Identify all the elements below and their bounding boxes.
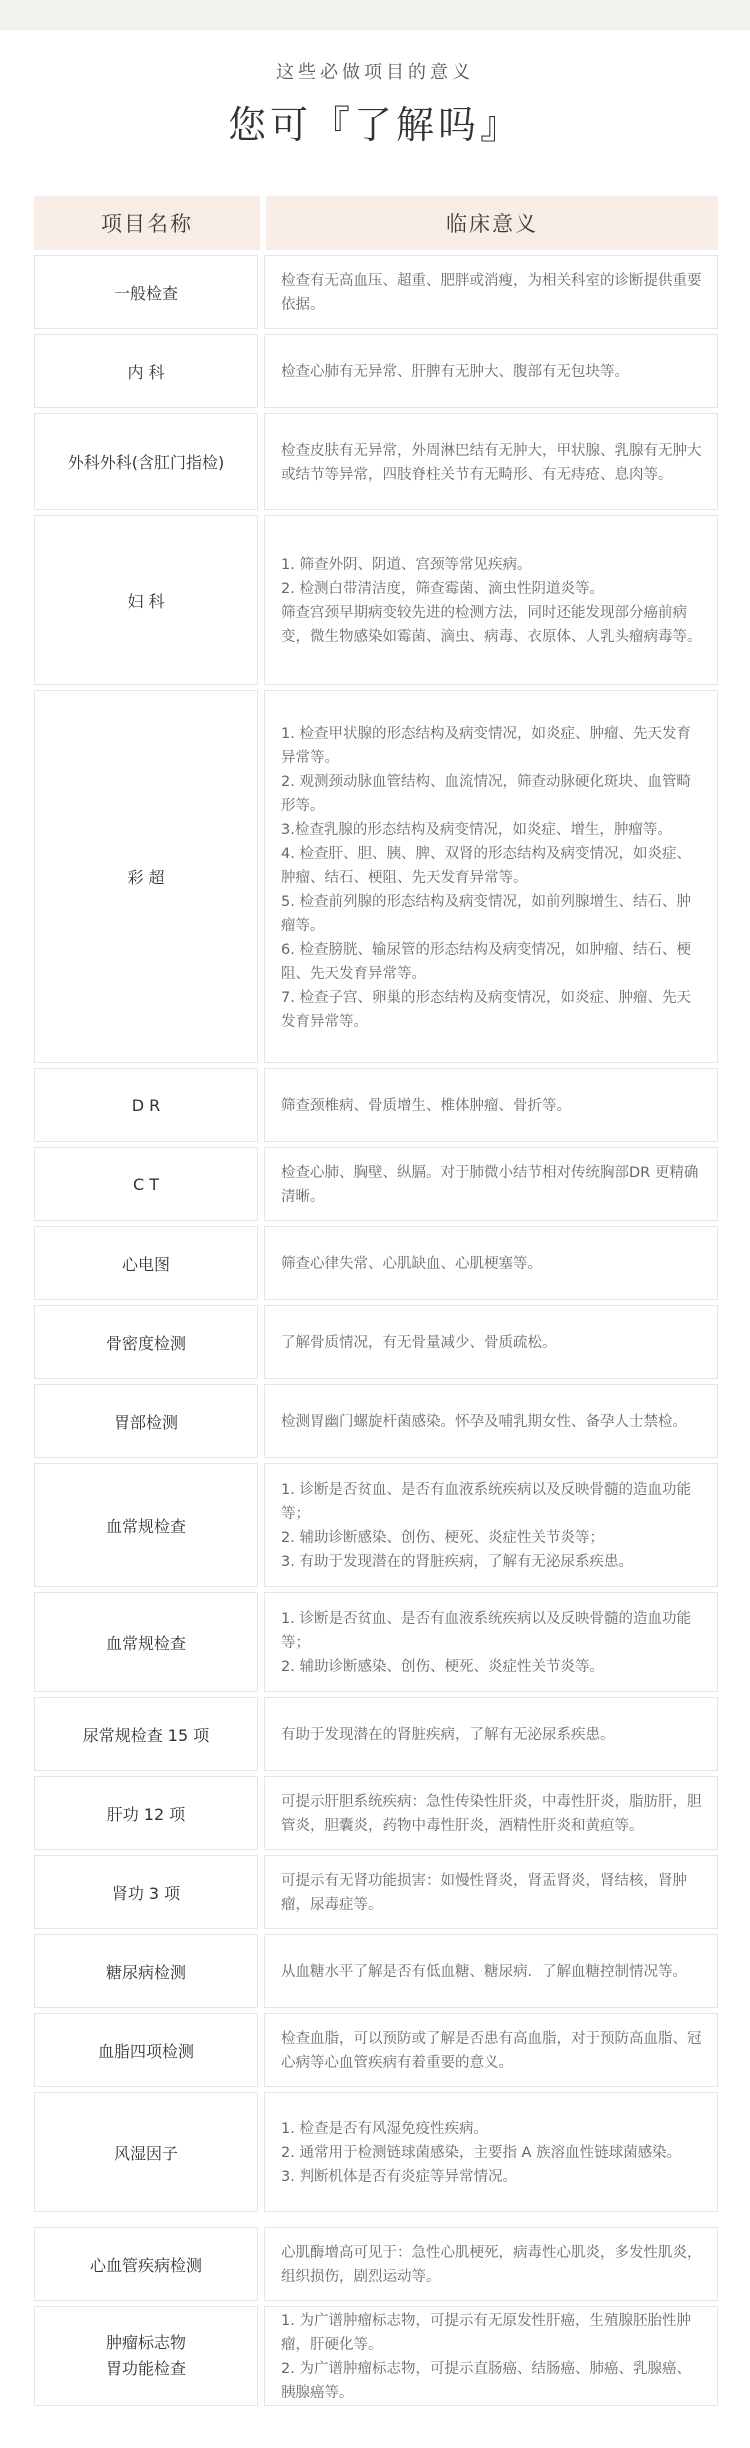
table-row bbox=[34, 1068, 718, 1142]
row-item-name: 肾功 3 项 bbox=[34, 1855, 258, 1929]
row-item-meaning bbox=[264, 1305, 718, 1379]
row-item-name: 血常规检查 bbox=[34, 1592, 258, 1692]
row-item-meaning bbox=[264, 334, 718, 408]
row-item-meaning bbox=[264, 413, 718, 510]
row-spacer bbox=[34, 2217, 718, 2227]
meaning-line: 有助于发现潜在的肾脏疾病，了解有无泌尿系疾患。 bbox=[281, 1727, 615, 1743]
meaning-line: 可提示有无肾功能损害：如慢性肾炎，肾盂肾炎，肾结核，肾肿瘤，尿毒症等。 bbox=[281, 1873, 687, 1913]
meaning-line: 4. 检查肝、胆、胰、脾、双肾的形态结构及病变情况，如炎症、肿瘤、结石、梗阻、先天发育异常等。 bbox=[281, 845, 691, 886]
meaning-line: 3.检查乳腺的形态结构及病变情况，如炎症、增生，肿瘤等。 bbox=[281, 821, 672, 838]
meaning-line: 检查皮肤有无异常，外周淋巴结有无肿大，甲状腺、乳腺有无肿大或结节等异常，四肢脊柱关节有无畸形、有无痔疮、息肉等。 bbox=[281, 442, 702, 483]
row-item-meaning bbox=[264, 1855, 718, 1929]
table-row bbox=[34, 1592, 718, 1692]
page-header bbox=[0, 30, 750, 170]
table-row bbox=[34, 1855, 718, 1929]
row-item-name-line: 肿瘤标志物 bbox=[105, 2333, 186, 2352]
meaning-line: 2. 为广谱肿瘤标志物，可提示直肠癌、结肠癌、肺癌、乳腺癌、胰腺癌等。 bbox=[281, 2361, 691, 2401]
row-item-name: 风湿因子 bbox=[34, 2092, 258, 2212]
meaning-line: 筛查心律失常、心肌缺血、心肌梗塞等。 bbox=[281, 1256, 542, 1272]
row-item-meaning bbox=[264, 1697, 718, 1771]
meaning-line: 2. 通常用于检测链球菌感染，主要指 A 族溶血性链球菌感染。 bbox=[281, 2145, 682, 2161]
table-row bbox=[34, 1147, 718, 1221]
meaning-line: 1. 诊断是否贫血、是否有血液系统疾病以及反映骨髓的造血功能等； bbox=[281, 1611, 691, 1651]
row-item-meaning bbox=[264, 1934, 718, 2008]
row-item-name: 一般检查 bbox=[34, 255, 258, 329]
table-row bbox=[34, 2227, 718, 2301]
row-item-meaning bbox=[264, 2227, 718, 2301]
exam-table bbox=[34, 196, 718, 2411]
row-item-meaning bbox=[264, 690, 718, 1063]
meaning-line: 筛查颈椎病、骨质增生、椎体肿瘤、骨折等。 bbox=[281, 1098, 571, 1114]
meaning-line: 了解骨质情况，有无骨量减少、骨质疏松。 bbox=[281, 1335, 557, 1351]
row-item-name: 心血管疾病检测 bbox=[34, 2227, 258, 2301]
meaning-line: 7. 检查子宫、卵巢的形态结构及病变情况，如炎症、肿瘤、先天发育异常等。 bbox=[281, 989, 691, 1030]
row-item-name: 心电图 bbox=[34, 1226, 258, 1300]
column-header-meaning: 临床意义 bbox=[266, 196, 718, 250]
row-item-meaning bbox=[264, 2306, 718, 2406]
table-row bbox=[34, 2306, 718, 2406]
row-item-name: 骨密度检测 bbox=[34, 1305, 258, 1379]
meaning-line: 2. 检测白带清洁度，筛查霉菌、滴虫性阴道炎等。 bbox=[281, 581, 604, 597]
table-row bbox=[34, 1463, 718, 1587]
row-item-meaning bbox=[264, 1147, 718, 1221]
table-row bbox=[34, 2092, 718, 2212]
meaning-line: 2. 观测颈动脉血管结构、血流情况，筛查动脉硬化斑块、血管畸形等。 bbox=[281, 773, 691, 814]
row-item-name: 血常规检查 bbox=[34, 1463, 258, 1587]
meaning-line: 可提示肝胆系统疾病：急性传染性肝炎，中毒性肝炎，脂肪肝，胆管炎，胆囊炎，药物中毒性肝炎，酒精性肝炎和黄疸等。 bbox=[281, 1794, 702, 1834]
row-item-name: D R bbox=[34, 1068, 258, 1142]
row-item-name: 胃部检测 bbox=[34, 1384, 258, 1458]
row-item-name: 外科外科(含肛门指检) bbox=[34, 413, 258, 510]
row-item-name: 尿常规检查 15 项 bbox=[34, 1697, 258, 1771]
row-item-meaning bbox=[264, 1592, 718, 1692]
table-row bbox=[34, 334, 718, 408]
row-item-meaning bbox=[264, 1776, 718, 1850]
table-row bbox=[34, 2013, 718, 2087]
meaning-line: 1. 检查是否有风湿免疫性疾病。 bbox=[281, 2121, 488, 2137]
table-row bbox=[34, 255, 718, 329]
row-item-meaning bbox=[264, 255, 718, 329]
table-row bbox=[34, 1305, 718, 1379]
table-row bbox=[34, 413, 718, 510]
meaning-line: 1. 为广谱肿瘤标志物，可提示有无原发性肝癌，生殖腺胚胎性肿瘤，肝硬化等。 bbox=[281, 2313, 691, 2353]
table-header bbox=[34, 196, 718, 250]
row-item-meaning bbox=[264, 1226, 718, 1300]
row-item-name: 肝功 12 项 bbox=[34, 1776, 258, 1850]
row-item-name: 糖尿病检测 bbox=[34, 1934, 258, 2008]
meaning-line: 5. 检查前列腺的形态结构及病变情况，如前列腺增生、结石、肿瘤等。 bbox=[281, 893, 691, 934]
row-item-name: 血脂四项检测 bbox=[34, 2013, 258, 2087]
meaning-line: 检查血脂，可以预防或了解是否患有高血脂，对于预防高血脂、冠心病等心血管疾病有着重要的意义。 bbox=[281, 2031, 702, 2071]
meaning-line: 6. 检查膀胱、输尿管的形态结构及病变情况，如肿瘤、结石、梗阻、先天发育异常等。 bbox=[281, 941, 691, 982]
row-item-meaning bbox=[264, 515, 718, 685]
page-subtitle: 这些必做项目的意义 bbox=[276, 62, 474, 83]
row-item-meaning bbox=[264, 2013, 718, 2087]
meaning-line: 1. 诊断是否贫血、是否有血液系统疾病以及反映骨髓的造血功能等； bbox=[281, 1482, 691, 1522]
meaning-line: 心肌酶增高可见于：急性心肌梗死，病毒性心肌炎，多发性肌炎，组织损伤，剧烈运动等。 bbox=[281, 2245, 702, 2285]
meaning-line: 1. 筛查外阴、阴道、宫颈等常见疾病。 bbox=[281, 557, 532, 573]
row-item-meaning bbox=[264, 1068, 718, 1142]
meaning-line: 检测胃幽门螺旋杆菌感染。怀孕及哺乳期女性、备孕人士禁检。 bbox=[281, 1414, 687, 1430]
meaning-line: 从血糖水平了解是否有低血糖、糖尿病．了解血糖控制情况等。 bbox=[281, 1964, 687, 1980]
meaning-line: 检查心肺、胸壁、纵膈。对于肺微小结节相对传统胸部DR 更精确清晰。 bbox=[281, 1165, 699, 1205]
column-header-name: 项目名称 bbox=[34, 196, 260, 250]
row-item-name bbox=[34, 2306, 258, 2406]
table-row bbox=[34, 1226, 718, 1300]
row-item-name: C T bbox=[34, 1147, 258, 1221]
table-row bbox=[34, 1697, 718, 1771]
row-item-meaning bbox=[264, 2092, 718, 2212]
row-item-name: 彩 超 bbox=[34, 690, 258, 1063]
row-item-meaning bbox=[264, 1463, 718, 1587]
meaning-line: 检查心肺有无异常、肝脾有无肿大、腹部有无包块等。 bbox=[281, 364, 629, 380]
row-item-name: 妇 科 bbox=[34, 515, 258, 685]
table-body bbox=[34, 255, 718, 2406]
table-row bbox=[34, 1934, 718, 2008]
meaning-line: 筛查宫颈早期病变较先进的检测方法，同时还能发现部分癌前病变，微生物感染如霉菌、滴虫、病毒、衣原体、人乳头瘤病毒等。 bbox=[281, 605, 702, 645]
table-row bbox=[34, 690, 718, 1063]
row-item-name-line: 胃功能检查 bbox=[105, 2359, 186, 2378]
top-bar bbox=[0, 0, 750, 30]
row-item-meaning bbox=[264, 1384, 718, 1458]
row-item-name: 内 科 bbox=[34, 334, 258, 408]
meaning-line: 2. 辅助诊断感染、创伤、梗死、炎症性关节炎等； bbox=[281, 1530, 604, 1546]
table-row bbox=[34, 1384, 718, 1458]
meaning-line: 1. 检查甲状腺的形态结构及病变情况，如炎症、肿瘤、先天发育异常等。 bbox=[281, 725, 691, 766]
table-row bbox=[34, 1776, 718, 1850]
meaning-line: 检查有无高血压、超重、肥胖或消瘦，为相关科室的诊断提供重要依据。 bbox=[281, 273, 702, 313]
page-title: 您可『了解吗』 bbox=[227, 103, 522, 147]
table-row bbox=[34, 515, 718, 685]
meaning-line: 2. 辅助诊断感染、创伤、梗死、炎症性关节炎等。 bbox=[281, 1659, 604, 1675]
meaning-line: 3. 判断机体是否有炎症等异常情况。 bbox=[281, 2169, 517, 2185]
meaning-line: 3. 有助于发现潜在的肾脏疾病，了解有无泌尿系疾患。 bbox=[281, 1554, 633, 1570]
